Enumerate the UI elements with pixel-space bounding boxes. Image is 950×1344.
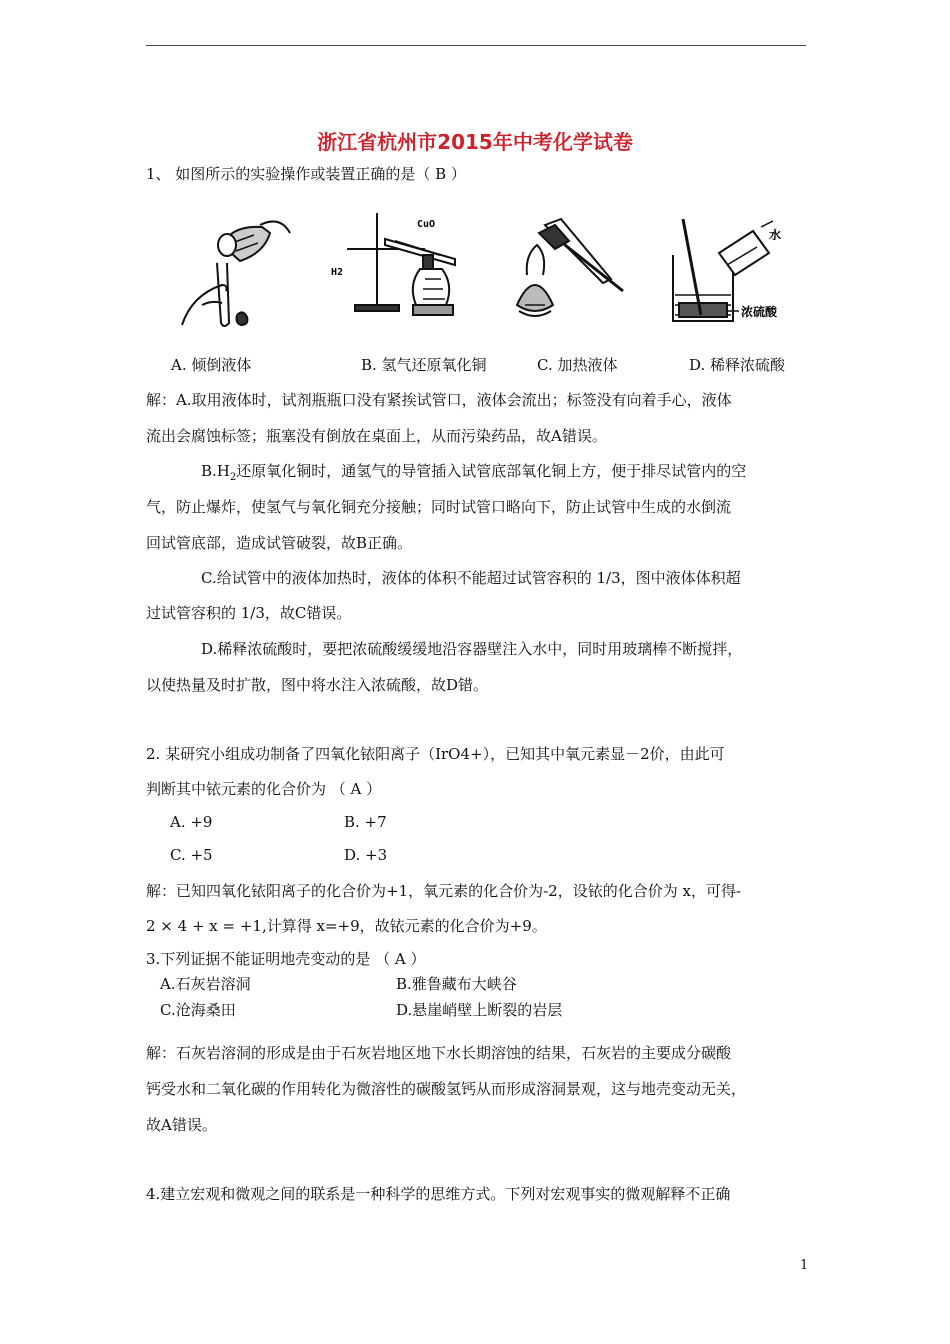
- q1-solution-line: 流出会腐蚀标签；瓶塞没有倒放在桌面上，从而污染药品，故A错误。: [146, 427, 607, 445]
- q1-solution-c-line: C.给试管中的液体加热时，液体的体积不能超过试管容积的 1/3，图中液体体积超: [201, 569, 741, 587]
- q2-solution-line: 解：已知四氧化铱阳离子的化合价为+1，氧元素的化合价为-2，设铱的化合价为 x，可得-: [146, 882, 742, 900]
- h2-label: H2: [331, 267, 344, 278]
- q1-solution-d-line: D.稀释浓硫酸时，要把浓硫酸缓缓地沿容器壁注入水中，同时用玻璃棒不断搅拌，: [201, 640, 743, 658]
- q1-option-c: C. 加热液体: [537, 356, 618, 374]
- q2-stem-line: 2. 某研究小组成功制备了四氧化铱阳离子（IrO4+），已知其中氧元素显－2价，由此可: [146, 745, 725, 763]
- q1-stem: 1、 如图所示的实验操作或装置正确的是（ B ）: [146, 165, 466, 183]
- page-title: 浙江省杭州市2015年中考化学试卷: [317, 130, 633, 154]
- q1-solution-b-line: 气，防止爆炸，使氢气与氧化铜充分接触；同时试管口略向下，防止试管中生成的水倒流: [146, 498, 732, 516]
- q1-option-a: A. 倾倒液体: [171, 356, 252, 374]
- q1-solution-d-line: 以使热量及时扩散，图中将水注入浓硫酸，故D错。: [146, 676, 489, 694]
- q3-option-d: D.悬崖峭壁上断裂的岩层: [396, 1001, 563, 1019]
- q2-option-c: C. +5: [170, 846, 213, 864]
- q1-option-b: B. 氢气还原氧化铜: [361, 356, 487, 374]
- q1-solution-b-rest: 还原氧化铜时，通氢气的导管插入试管底部氧化铜上方，便于排尽试管内的空: [236, 462, 747, 480]
- header-rule: [146, 45, 806, 46]
- q2-option-d: D. +3: [344, 846, 388, 864]
- q1-solution-b-line: [201, 460, 746, 483]
- h2-subscript: 2: [229, 472, 237, 483]
- figure-heating-liquid: [505, 205, 635, 335]
- q1-option-d: D. 稀释浓硫酸: [689, 356, 786, 374]
- q4-stem: 4.建立宏观和微观之间的联系是一种科学的思维方式。下列对宏观事实的微观解释不正确: [146, 1185, 731, 1203]
- q3-option-c: C.沧海桑田: [160, 1001, 236, 1019]
- page-number: 1: [800, 1258, 809, 1273]
- acid-label: 浓硫酸: [741, 305, 778, 319]
- q2-stem-line: 判断其中铱元素的化合价为 （ A ）: [146, 780, 382, 798]
- q3-stem: 3.下列证据不能证明地壳变动的是 （ A ）: [146, 950, 426, 968]
- q1-solution-b-line: 回试管底部，造成试管破裂，故B正确。: [146, 534, 413, 552]
- q1-solution-b-prefix: B.H: [201, 462, 230, 480]
- q2-option-b: B. +7: [344, 813, 387, 831]
- q3-solution-line: 故A错误。: [146, 1116, 217, 1134]
- q3-solution-line: 解：石灰岩溶洞的形成是由于石灰岩地区地下水长期溶蚀的结果，石灰岩的主要成分碳酸: [146, 1044, 732, 1062]
- q3-option-a: A.石灰岩溶洞: [160, 975, 251, 993]
- q2-option-a: A. +9: [170, 813, 213, 831]
- figure-pouring-liquid: [162, 205, 292, 335]
- q3-solution-line: 钙受水和二氧化碳的作用转化为微溶性的碳酸氢钙从而形成溶洞景观，这与地壳变动无关，: [146, 1080, 747, 1098]
- water-label: 水: [769, 228, 782, 242]
- q3-option-b: B.雅鲁藏布大峡谷: [396, 975, 517, 993]
- q1-solution-c-line: 过试管容积的 1/3，故C错误。: [146, 604, 352, 622]
- cuo-label: CuO: [417, 219, 436, 230]
- figure-hydrogen-reduction: [325, 205, 465, 335]
- q2-solution-line: 2 × 4 + x = +1,计算得 x=+9，故铱元素的化合价为+9。: [146, 917, 547, 935]
- q1-solution-line: 解：A.取用液体时，试剂瓶瓶口没有紧挨试管口，液体会流出；标签没有向着手心，液体: [146, 391, 732, 409]
- figure-diluting-acid: [665, 205, 805, 335]
